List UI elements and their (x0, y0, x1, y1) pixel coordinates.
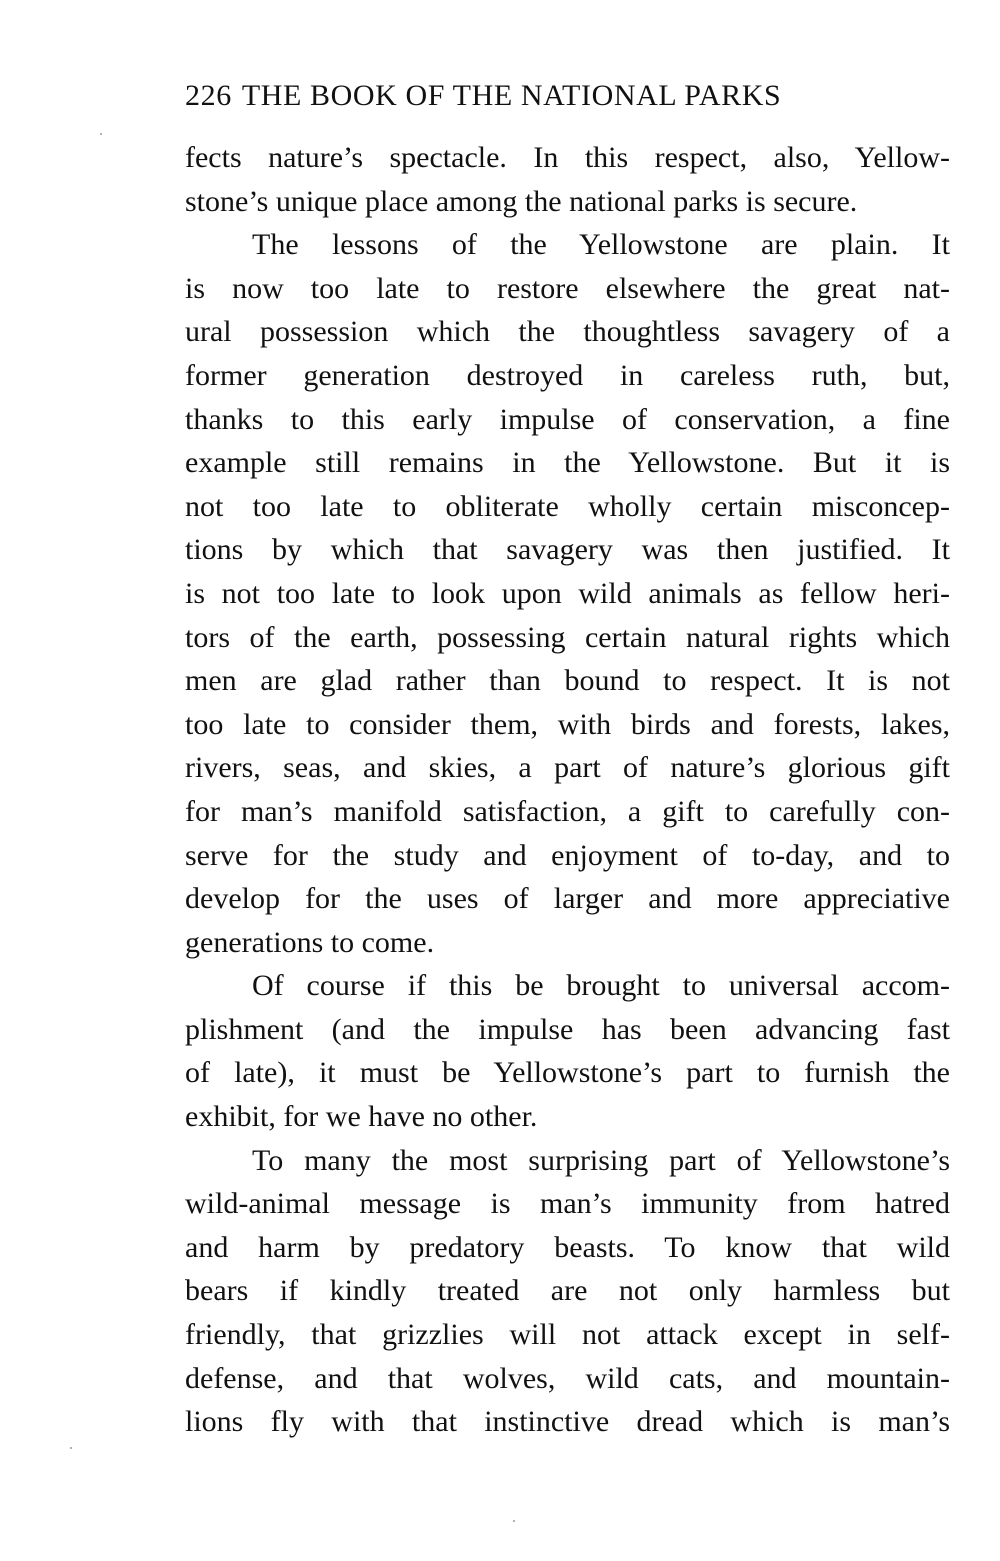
text-line: tors of the earth, possessing certain natural rights which (185, 620, 950, 654)
text-line: The lessons of the Yellowstone are plain. It (252, 228, 950, 262)
text-line: defense, and that wolves, wild cats, and mountain- (185, 1361, 950, 1395)
text-line: bears if kindly treated are not only harmless but (185, 1274, 950, 1308)
text-line: lions fly with that instinctive dread which is man’s (185, 1405, 950, 1439)
scan-speck (70, 1447, 72, 1449)
text-line: and harm by predatory beasts. To know that wild (185, 1230, 950, 1264)
scan-speck (513, 1520, 515, 1522)
text-line: fects nature’s spectacle. In this respect, also, Yellow- (185, 141, 950, 174)
text-line: wild-animal message is man’s immunity from hatred (185, 1187, 950, 1221)
running-title: THE BOOK OF THE NATIONAL PARKS (241, 79, 782, 112)
text-line: men are glad rather than bound to respect. It is not (185, 664, 950, 698)
text-line: thanks to this early impulse of conservation, a fine (185, 402, 950, 436)
text-line: exhibit, for we have no other. (185, 1100, 538, 1134)
text-line: stone’s unique place among the national parks is secure. (185, 184, 858, 218)
scan-speck (100, 133, 102, 135)
text-line: plishment (and the impulse has been advancing fast (185, 1012, 950, 1046)
text-line: rivers, seas, and skies, a part of nature’s glorious gift (185, 751, 950, 785)
text-line: friendly, that grizzlies will not attack except in self- (185, 1318, 950, 1352)
text-line: example still remains in the Yellowstone. But it is (185, 446, 950, 480)
text-line: To many the most surprising part of Yellowstone’s (252, 1143, 950, 1177)
text-line: develop for the uses of larger and more appreciative (185, 882, 950, 916)
text-line: tions by which that savagery was then justified. It (185, 533, 950, 567)
text-line: not too late to obliterate wholly certain misconcep- (185, 489, 950, 523)
text-line: is not too late to look upon wild animals as fellow heri- (185, 576, 950, 610)
text-line: is now too late to restore elsewhere the great nat- (185, 271, 950, 305)
text-line: former generation destroyed in careless ruth, but, (185, 358, 950, 392)
text-line: of late), it must be Yellowstone’s part to furnish the (185, 1056, 950, 1090)
text-line: generations to come. (185, 925, 435, 959)
page-number: 226 (185, 79, 232, 112)
text-line: ural possession which the thoughtless savagery of a (185, 315, 950, 349)
running-header (185, 76, 950, 116)
page-body-text (185, 136, 950, 1444)
text-line: Of course if this be brought to universal accom- (252, 969, 950, 1003)
text-line: serve for the study and enjoyment of to-day, and to (185, 838, 950, 872)
text-line: for man’s manifold satisfaction, a gift to carefully con- (185, 794, 950, 828)
text-line: too late to consider them, with birds and forests, lakes, (185, 707, 950, 741)
